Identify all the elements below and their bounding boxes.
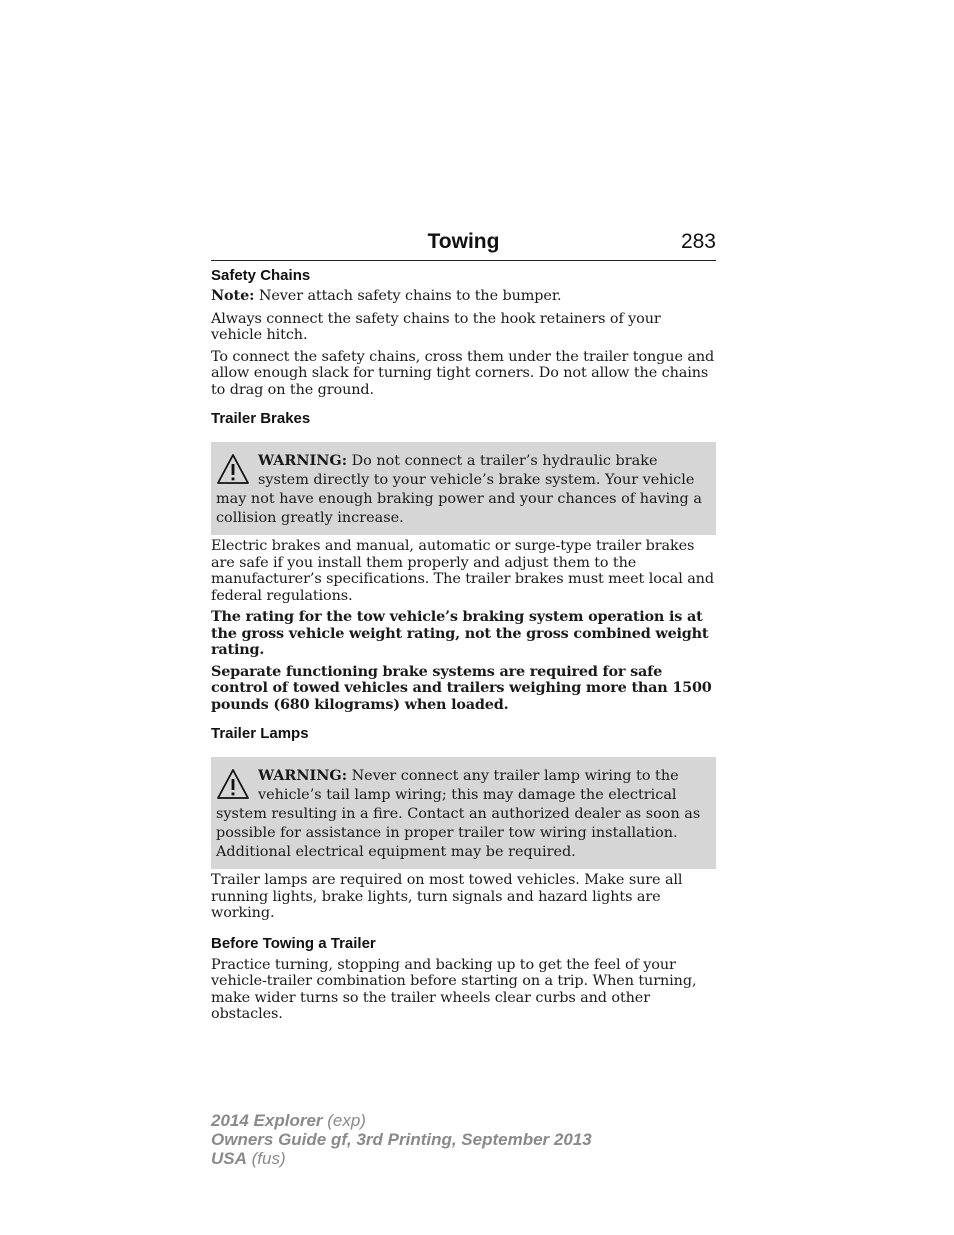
paragraph: Practice turning, stopping and backing up to get the feel of your vehicle-trailer combination before starting on a trip. When turning, make wider turns so the trailer wheels clear curbs and other obstacles.: [211, 956, 697, 1022]
warning-box: [211, 757, 716, 869]
bold-paragraph: The rating for the tow vehicle’s braking system operation is at the gross vehicle weight rating, not the gross combined weight rating.: [211, 608, 709, 658]
footer-printing: Owners Guide gf, 3rd Printing, September 2013: [211, 1130, 592, 1149]
note-label: Note:: [211, 287, 255, 304]
note-text: Never attach safety chains to the bumper.: [254, 288, 562, 304]
paragraph: To connect the safety chains, cross them under the trailer tongue and allow enough slack for turning tight corners. Do not allow the chains to drag on the ground.: [211, 348, 715, 398]
bold-paragraph: Separate functioning brake systems are required for safe control of towed vehicles and trailers weighing more than 1500 pounds (680 kilograms) when loaded.: [211, 662, 712, 713]
footer-line: [211, 1149, 592, 1168]
warning-text: Do not connect a trailer’s hydraulic brake system directly to your vehicle’s brake system. Your vehicle may not have enough braking power and your chances of having a collision greatly increase.: [216, 453, 702, 526]
section-heading-safety-chains: Safety Chains: [211, 267, 311, 284]
paragraph: Electric brakes and manual, automatic or surge-type trailer brakes are safe if you install them properly and adjust them to the manufacturer’s specifications. The trailer brakes must meet local and federal regulations.: [211, 538, 714, 604]
footer-model: 2014 Explorer: [211, 1111, 323, 1130]
footer-market: USA: [211, 1149, 247, 1168]
paragraph: Always connect the safety chains to the hook retainers of your vehicle hitch.: [211, 310, 661, 343]
section-heading-trailer-lamps: Trailer Lamps: [211, 725, 309, 742]
warning-triangle-icon: [216, 452, 250, 486]
warning-triangle-icon: [216, 767, 250, 801]
footer-line: [211, 1111, 592, 1130]
paragraph: Trailer lamps are required on most towed vehicles. Make sure all running lights, brake lights, turn signals and hazard lights are working.: [211, 872, 683, 921]
footer: [211, 1111, 592, 1168]
warning-box: [211, 442, 716, 535]
page-header: [211, 226, 716, 261]
page-title: Towing: [427, 230, 500, 253]
warning-text: Never connect any trailer lamp wiring to the vehicle’s tail lamp wiring; this may damage the electrical system resulting in a fire. Contact an authorized dealer as soon as possible for assistance in proper trailer tow wiring installation. Additional electrical equipment may be required.: [216, 768, 701, 860]
footer-code: (exp): [322, 1111, 366, 1130]
page-number: 283: [680, 230, 716, 253]
section-heading-before-towing: Before Towing a Trailer: [211, 934, 376, 952]
warning-label: WARNING:: [258, 452, 348, 469]
footer-code: (fus): [246, 1149, 286, 1168]
note-paragraph: [211, 288, 716, 305]
page-content: [211, 266, 716, 1023]
warning-label: WARNING:: [258, 767, 348, 784]
section-heading-trailer-brakes: Trailer Brakes: [211, 410, 311, 427]
